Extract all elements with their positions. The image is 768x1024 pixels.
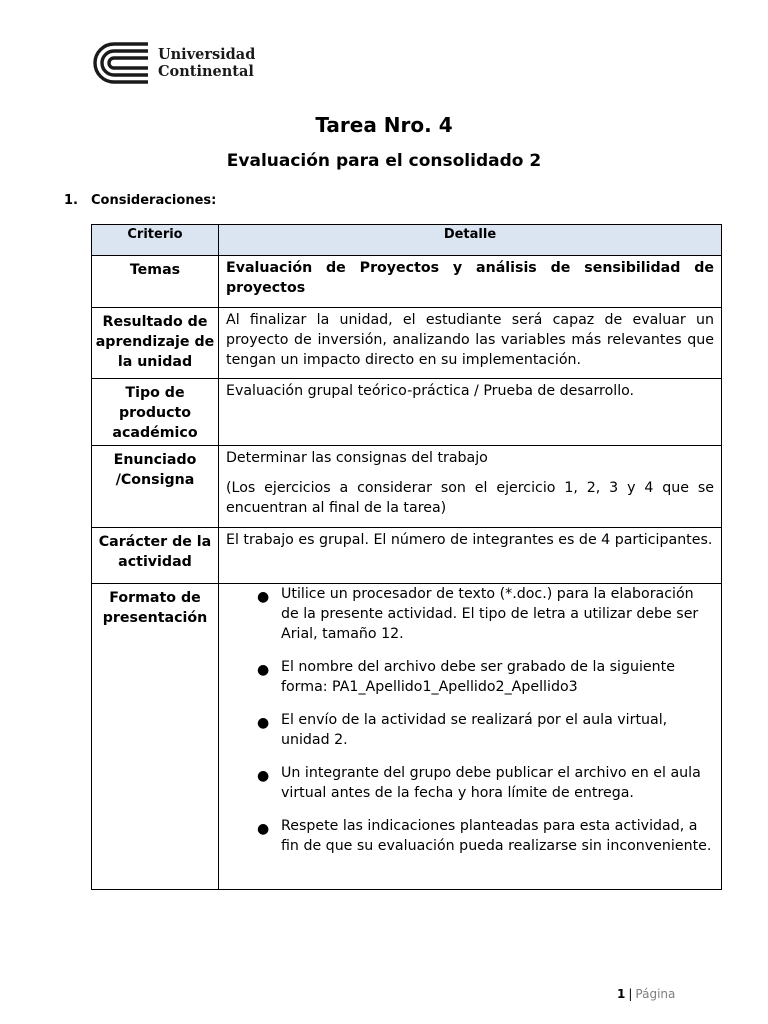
- logo-line-2: Continental: [158, 63, 254, 80]
- bullet-icon: ●: [257, 589, 270, 605]
- document-title: Tarea Nro. 4: [315, 113, 453, 137]
- format-bullet-list: [226, 584, 714, 856]
- list-item: [257, 657, 714, 697]
- row-detail-resultado: Al finalizar la unidad, el estudiante será capaz de evaluar un proyecto de inversión, analizando las variables más relevantes que tengan un impacto directo en su implementación.: [219, 308, 722, 379]
- table-row: [92, 584, 722, 890]
- university-logo: [92, 42, 255, 84]
- section-heading: [64, 193, 216, 208]
- page-number: 1: [617, 987, 626, 1001]
- column-header-criterio: Criterio: [92, 225, 219, 256]
- bullet-icon: ●: [257, 662, 270, 678]
- row-detail-caracter: El trabajo es grupal. El número de integrantes es de 4 participantes.: [219, 528, 722, 584]
- row-label-formato: Formato de presentación: [92, 584, 219, 890]
- bullet-text: Utilice un procesador de texto (*.doc.) para la elaboración de la presente actividad. El tipo de letra a utilizar debe ser Arial, tamaño 12.: [281, 586, 699, 642]
- table-row: [92, 308, 722, 379]
- row-detail-tipo: Evaluación grupal teórico-práctica / Prueba de desarrollo.: [219, 379, 722, 446]
- bullet-text: El envío de la actividad se realizará por el aula virtual, unidad 2.: [281, 712, 668, 748]
- list-item: [257, 584, 714, 644]
- section-label: Consideraciones:: [91, 193, 217, 208]
- page-footer: [617, 987, 675, 1001]
- row-label-caracter: Carácter de la actividad: [92, 528, 219, 584]
- logo-line-1: Universidad: [158, 46, 256, 63]
- table-row: [92, 446, 722, 528]
- university-logo-icon: [92, 42, 152, 84]
- bullet-text: Respete las indicaciones planteadas para esta actividad, a fin de que su evaluación pueda realizarse sin inconveniente.: [281, 818, 712, 854]
- row-label-tipo: Tipo de producto académico: [92, 379, 219, 446]
- bullet-icon: ●: [257, 768, 270, 784]
- bullet-text: El nombre del archivo debe ser grabado de la siguiente forma: PA1_Apellido1_Apellido2_Apellido3: [281, 659, 675, 695]
- bullet-icon: ●: [257, 821, 270, 837]
- row-label-temas: Temas: [92, 256, 219, 308]
- page-label: Página: [635, 987, 676, 1001]
- enunciado-line-1: Determinar las consignas del trabajo: [226, 450, 488, 466]
- row-label-enunciado: Enunciado /Consigna: [92, 446, 219, 528]
- document-subtitle: Evaluación para el consolidado 2: [226, 151, 542, 171]
- row-detail-formato: [219, 584, 722, 890]
- row-detail-temas: Evaluación de Proyectos y análisis de sensibilidad de proyectos: [219, 256, 722, 308]
- list-item: [257, 816, 714, 856]
- list-item: [257, 763, 714, 803]
- bullet-icon: ●: [257, 715, 270, 731]
- table-row: [92, 256, 722, 308]
- table-header-row: [92, 225, 722, 256]
- section-number: 1.: [64, 193, 78, 208]
- university-name: [158, 46, 255, 80]
- column-header-detalle: Detalle: [219, 225, 722, 256]
- list-item: [257, 710, 714, 750]
- row-detail-enunciado: [219, 446, 722, 528]
- footer-separator: |: [628, 987, 633, 1001]
- bullet-text: Un integrante del grupo debe publicar el archivo en el aula virtual antes de la fecha y hora límite de entrega.: [281, 765, 701, 801]
- considerations-table: [91, 224, 722, 890]
- row-label-resultado: Resultado de aprendizaje de la unidad: [92, 308, 219, 379]
- table-row: [92, 528, 722, 584]
- enunciado-line-2: (Los ejercicios a considerar son el ejercicio 1, 2, 3 y 4 que se encuentran al final de la tarea): [226, 480, 714, 516]
- table-row: [92, 379, 722, 446]
